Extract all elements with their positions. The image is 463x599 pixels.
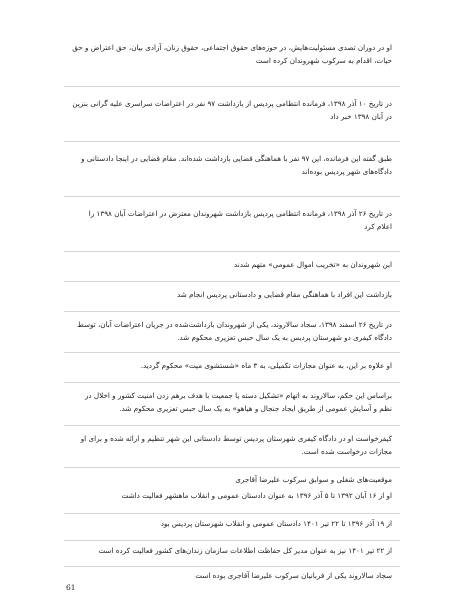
career-item-3: از ۲۲ تیر ۱۴۰۱ نیز به عنوان مدیر کل حفاظت اطلاعات سازمان زندان‌های کشور فعالیت کرده است [98,546,392,555]
career-item-1: او از ۱۶ آبان ۱۳۹۲ تا ۵ آذر ۱۳۹۶ به عنوان دادستان عمومی و انقلاب ماهشهر فعالیت داشت [121,491,392,500]
career-item-4: سجاد سالاروند یکی از قربانیان سرکوب علیرضا آقاجری بوده است [195,571,392,580]
divider [64,467,400,468]
paragraph-8: او علاوه بر این، به عنوان مجازات تکمیلی، به ۳ ماه «شستشوی میت» محکوم گردید. [140,361,392,370]
career-heading: موقعیت‌های شغلی و سوابق سرکوب علیرضا آقاجری [235,475,392,484]
divider [64,425,400,426]
divider [64,196,400,197]
divider [64,86,400,87]
divider [64,311,400,312]
paragraph-1: او در دوران تصدی مسئولیت‌هایش، در حوزه‌های حقوق اجتماعی، حقوق زنان، آزادی بیان، حق اعتراض و حق حیات، اقدام به سرکوب شهروندان کرده است [72,43,392,65]
divider [64,513,400,514]
paragraph-4: در تاریخ ۲۶ آذر ۱۳۹۸، فرمانده انتظامی پردیس بازداشت شهروندان معترض در اعتراضات آبان ۱۳۹۸ را اعلام کرد [88,209,392,231]
divider [64,566,400,567]
paragraph-6: بازداشت این افراد با هماهنگی مقام قضایی و دادستانی پردیس انجام شد [176,290,392,299]
paragraph-3: طبق گفته این فرمانده، این ۹۷ نفر با هماهنگی قضایی بازداشت شده‌اند. مقام قضایی در اینجا دادستانی و دادگاه‌های شهر پردیس بوده‌اند [81,154,392,176]
divider [64,251,400,252]
paragraph-5: این شهروندان به «تخریب اموال عمومی» متهم شدند [233,260,392,269]
page-number: 61 [66,583,76,592]
paragraph-10: کیفرخواست او در دادگاه کیفری شهرستان پردیس توسط دادستانی این شهر تنظیم و ارائه شده و برای او مجازات درخواست شده است. [80,434,392,456]
paragraph-9: براساس این حکم، سالاروند به اتهام «تشکیل دسته یا جمعیت با هدف برهم زدن امنیت کشور و اخلال در نظم و آسایش عمومی از طریق ایجاد جنجال و هیاهو» به یک سال حبس تعزیری محکوم شد. [84,391,392,413]
career-item-2: از ۱۹ آذر ۱۳۹۶ تا ۲۲ تیر ۱۴۰۱ دادستان عمومی و انقلاب شهرستان پردیس بود [160,519,392,528]
divider [64,141,400,142]
paragraph-7: در تاریخ ۲۶ اسفند ۱۳۹۸، سجاد سالاروند، یکی از شهروندان بازداشت‌شده در جریان اعتراضات آبان، توسط دادگاه کیفری دو شهرستان پردیس به یک سال حبس تعزیری محکوم شد. [77,320,392,342]
divider [64,281,400,282]
paragraph-2: در تاریخ ۱۰ آذر ۱۳۹۸، فرمانده انتظامی پردیس از بازداشت ۹۷ نفر در اعتراضات سراسری علیه گرانی بنزین در آبان ۱۳۹۸ خبر داد [72,99,392,121]
divider [64,352,400,353]
divider [64,540,400,541]
divider [64,382,400,383]
